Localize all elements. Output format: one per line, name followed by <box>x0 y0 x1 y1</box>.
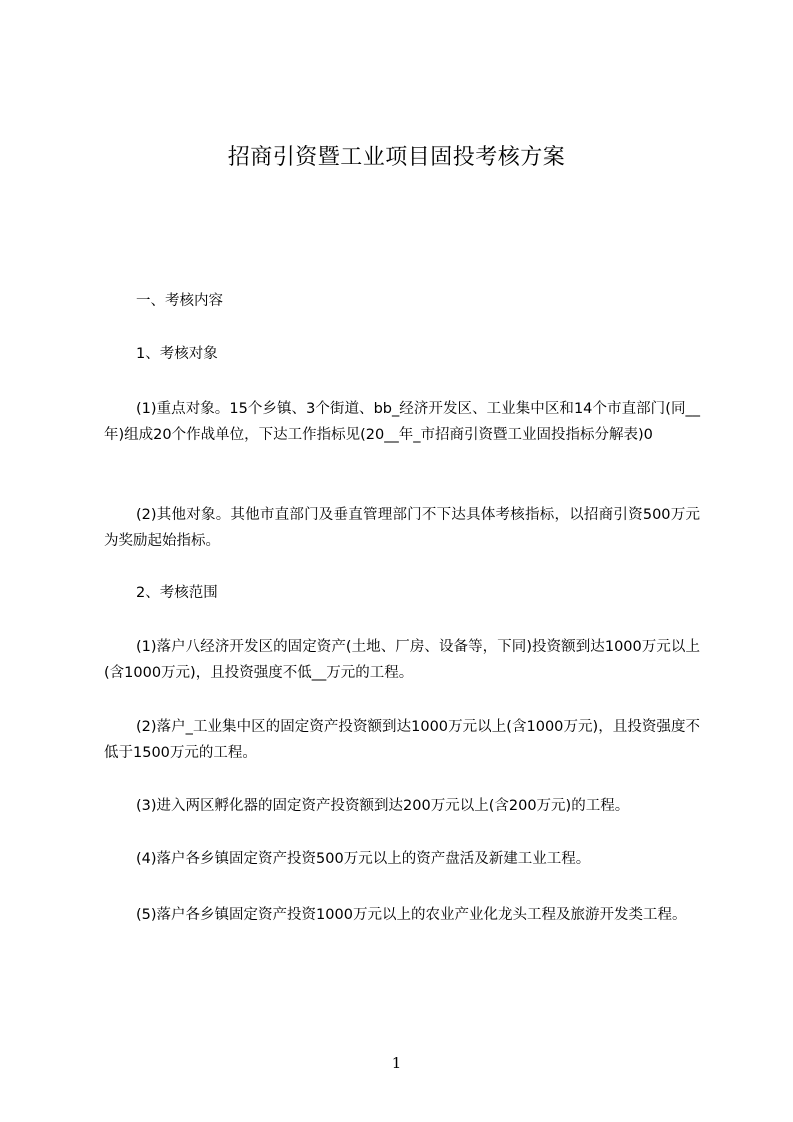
subsection-heading: 1、考核对象 <box>136 346 218 362</box>
paragraph: (3)进入两区孵化器的固定资产投资额到达200万元以上(含200万元)的工程。 <box>136 798 630 814</box>
paragraph: (2)其他对象。其他市直部门及垂直管理部门不下达具体考核指标，以招商引资500万元为奖励起始指标。 <box>104 507 700 549</box>
page-number: 1 <box>391 1054 402 1072</box>
paragraph: (4)落户各乡镇固定资产投资500万元以上的资产盘活及新建工业工程。 <box>136 851 591 867</box>
paragraph: (2)落户_工业集中区的固定资产投资额到达1000万元以上(含1000万元)，且投资强度不低于1500万元的工程。 <box>104 719 700 761</box>
paragraph: (1)落户八经济开发区的固定资产(土地、厂房、设备等，下同)投资额到达1000万元以上(含1000万元)，且投资强度不低__万元的工程。 <box>104 639 700 681</box>
section-heading: 一、考核内容 <box>136 293 223 309</box>
paragraph: (1)重点对象。15个乡镇、3个街道、bb_经济开发区、工业集中区和14个市直部门(同__年)组成20个作战单位，下达工作指标见(20__年_市招商引资暨工业固投指标分解表)0 <box>104 401 700 443</box>
subsection-heading: 2、考核范围 <box>136 585 218 601</box>
document-title: 招商引资暨工业项目固投考核方案 <box>227 145 566 170</box>
paragraph: (5)落户各乡镇固定资产投资1000万元以上的农业产业化龙头工程及旅游开发类工程。 <box>136 907 687 923</box>
